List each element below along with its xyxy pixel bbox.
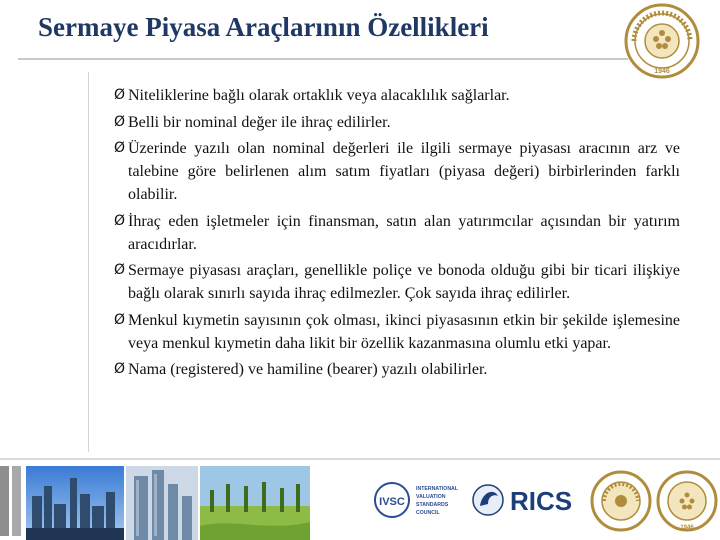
arrow-bullet-icon: Ø	[114, 361, 126, 377]
arrow-bullet-icon: Ø	[114, 311, 126, 328]
arrow-bullet-icon: Ø	[114, 212, 126, 229]
bullet-list	[116, 84, 680, 385]
ivsc-logo-icon	[370, 470, 460, 532]
list-item: Ø Belli bir nominal değer ile ihraç edilirler.	[116, 111, 680, 134]
footer-divider	[0, 458, 720, 460]
arrow-bullet-icon: Ø	[114, 113, 126, 130]
svg-text:COUNCIL: COUNCIL	[416, 510, 440, 516]
footer-stripe	[12, 466, 21, 536]
title-divider	[18, 58, 628, 60]
arrow-bullet-icon: Ø	[114, 87, 126, 103]
list-item: Ø Niteliklerine bağlı olarak ortaklık veya alacaklılık sağlarlar.	[116, 84, 680, 107]
slide-title: Sermaye Piyasa Araçlarının Özellikleri	[38, 12, 489, 42]
footer-stripe	[0, 466, 9, 536]
landscape-image	[200, 466, 310, 540]
list-item: Ø Üzerinde yazılı olan nominal değerleri ile ilgili sermaye piyasası aracının arz ve talebine göre belirlenen alım satım fiyatları (piyasa değeri) birbirlerinden farklı olabilir.	[116, 137, 680, 206]
svg-text:INTERNATIONAL: INTERNATIONAL	[416, 486, 458, 492]
ivsc-mark: IVSC	[379, 496, 405, 508]
left-divider	[88, 72, 89, 452]
seal-icon	[590, 468, 652, 534]
arrow-bullet-icon: Ø	[114, 140, 126, 156]
bottom-seal-year: 1946	[680, 525, 694, 531]
top-seal-year: 1946	[654, 68, 670, 75]
footer-banner	[0, 458, 720, 540]
city-skyline-image	[26, 466, 124, 540]
rics-text: RICS	[510, 486, 573, 516]
list-item: Ø Menkul kıymetin sayısının çok olması, ikinci piyasasının etkin bir şekilde işlemesine veya menkul kıymetin daha likit bir özellik kazanmasına olumlu etki yapar.	[116, 309, 680, 355]
rics-logo-icon	[470, 470, 582, 532]
arrow-bullet-icon: Ø	[114, 262, 126, 278]
svg-text:VALUATION: VALUATION	[416, 494, 446, 500]
list-item: Ø İhraç eden işletmeler için finansman, satın alan yatırımcılar açısından bir yatırım aracıdırlar.	[116, 210, 680, 256]
university-seal-icon	[656, 468, 718, 534]
list-item: Ø Nama (registered) ve hamiline (bearer) yazılı olabilirler.	[116, 358, 680, 381]
tower-image	[126, 466, 198, 540]
svg-text:STANDARDS: STANDARDS	[416, 502, 449, 508]
university-seal-icon	[624, 3, 700, 79]
list-item: Ø Sermaye piyasası araçları, genellikle poliçe ve bonoda olduğu gibi bir ticari ilişkiye bağlı olarak sınırlı sayıda ihraç edilmezler. Çok sayıda ihraç edilirler.	[116, 259, 680, 305]
